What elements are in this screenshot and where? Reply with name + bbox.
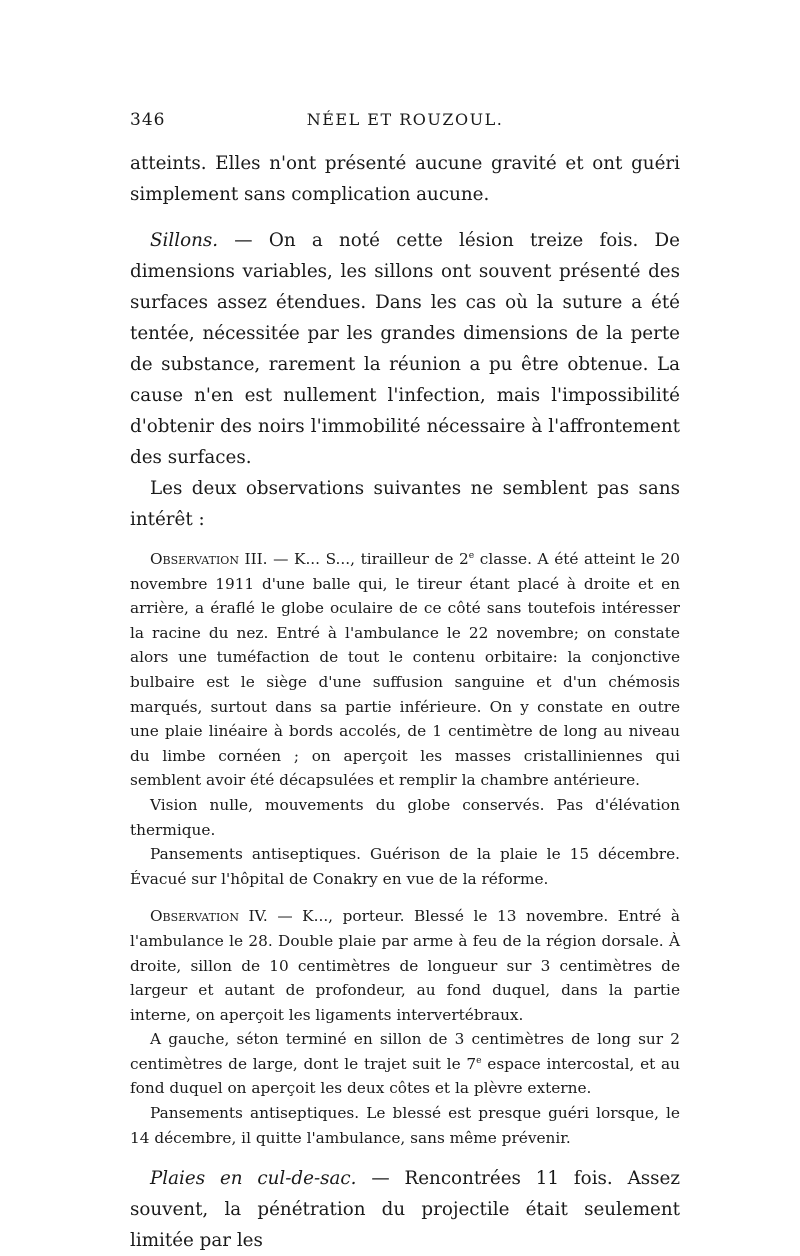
observation-4-pansements: Pansements antiseptiques. Le blessé est presque guéri lorsque, le 14 décembre, il quitte l'ambulance, sans même prévenir. <box>130 1104 680 1147</box>
observation-3-paragraph <box>130 547 680 793</box>
observation-4-gauche <box>130 1027 680 1101</box>
observation-4-gauche-a: A gauche, séton terminé en sillon de 3 centimètres de long sur 2 centimètres de large, dont le trajet suit le 7 <box>130 1030 680 1073</box>
plaies-text: — Rencontrées 11 fois. Assez souvent, la pénétration du projectile était seulement limitée par les <box>130 1168 680 1252</box>
observation-3-vision: Vision nulle, mouvements du globe conservés. Pas d'élévation thermique. <box>130 795 680 839</box>
book-page <box>130 110 680 1256</box>
observation-3-label: Observation III. <box>150 550 268 568</box>
plaies-heading: Plaies en cul-de-sac. <box>150 1168 357 1190</box>
running-title: NÉEL ET ROUZOUL. <box>306 110 504 129</box>
observation-4-label: Observation IV. <box>150 907 268 926</box>
paragraph-plaies-cul-de-sac <box>130 1163 680 1256</box>
sillons-heading: Sillons. <box>150 230 219 251</box>
observation-4-sup: e <box>476 1054 482 1066</box>
observation-4-paragraph <box>130 904 680 1027</box>
observation-3-pansements: Pansements antiseptiques. Guérison de la plaie le 15 décembre. Évacué sur l'hôpital de Conakry en vue de la réforme. <box>130 845 680 888</box>
observation-3-text: — K... S..., tirailleur de 2 <box>267 550 469 568</box>
observation-4-gauche-b: espace intercostal, et au fond duquel on aperçoit les deux côtes et la plèvre externe. <box>130 1054 680 1098</box>
page-number: 346 <box>130 110 166 130</box>
sillons-text: — On a noté cette lésion treize fois. De dimensions variables, les sillons ont souvent présenté des surfaces assez étendues. Dans les cas où la suture a été tentée, nécessitée par les grandes dimensions de la perte de substance, rarement la réunion a pu être obtenue. La cause n'en est nullement l'infection, mais l'impossibilité d'obtenir des noirs l'immobilité nécessaire à l'affrontement des surfaces. <box>130 230 680 468</box>
paragraph-atteints: atteints. Elles n'ont présenté aucune gravité et ont guéri simplement sans complication aucune. <box>130 153 680 205</box>
paragraph-sillons <box>130 225 680 473</box>
paragraph-observations-intro: Les deux observations suivantes ne semblent pas sans intérêt : <box>130 478 680 530</box>
observation-4-text: — K..., porteur. Blessé le 13 novembre. Entré à l'ambulance le 28. Double plaie par arme à feu de la région dorsale. À droite, sillon de 10 centimètres de longueur sur 3 centimètres de largeur et autant de profondeur, au fond duquel, dans la partie interne, on aperçoit les ligaments intervertébraux. <box>130 907 681 1024</box>
running-head <box>130 110 680 134</box>
observation-3-text-cont: classe. A été atteint le 20 novembre 1911 d'une balle qui, le tireur étant placé à droite et en arrière, a éraflé le globe oculaire de ce côté sans toutefois intéresser la racine du nez. Entré à l'ambulance le 22 novembre; on constate alors une tuméfaction de tout le contenu orbitaire: la conjonctive bulbaire est le siège d'une suffusion sanguine et d'un chémosis marqués, surtout dans sa partie inférieure. On y constate en outre une plaie linéaire à bords accolés, de 1 centimètre de long au niveau du limbe cornéen ; on aperçoit les masses cristalliniennes qui semblent avoir été décapsulées et remplir la chambre antérieure. <box>130 550 680 790</box>
observation-3-sup: e <box>468 549 475 561</box>
